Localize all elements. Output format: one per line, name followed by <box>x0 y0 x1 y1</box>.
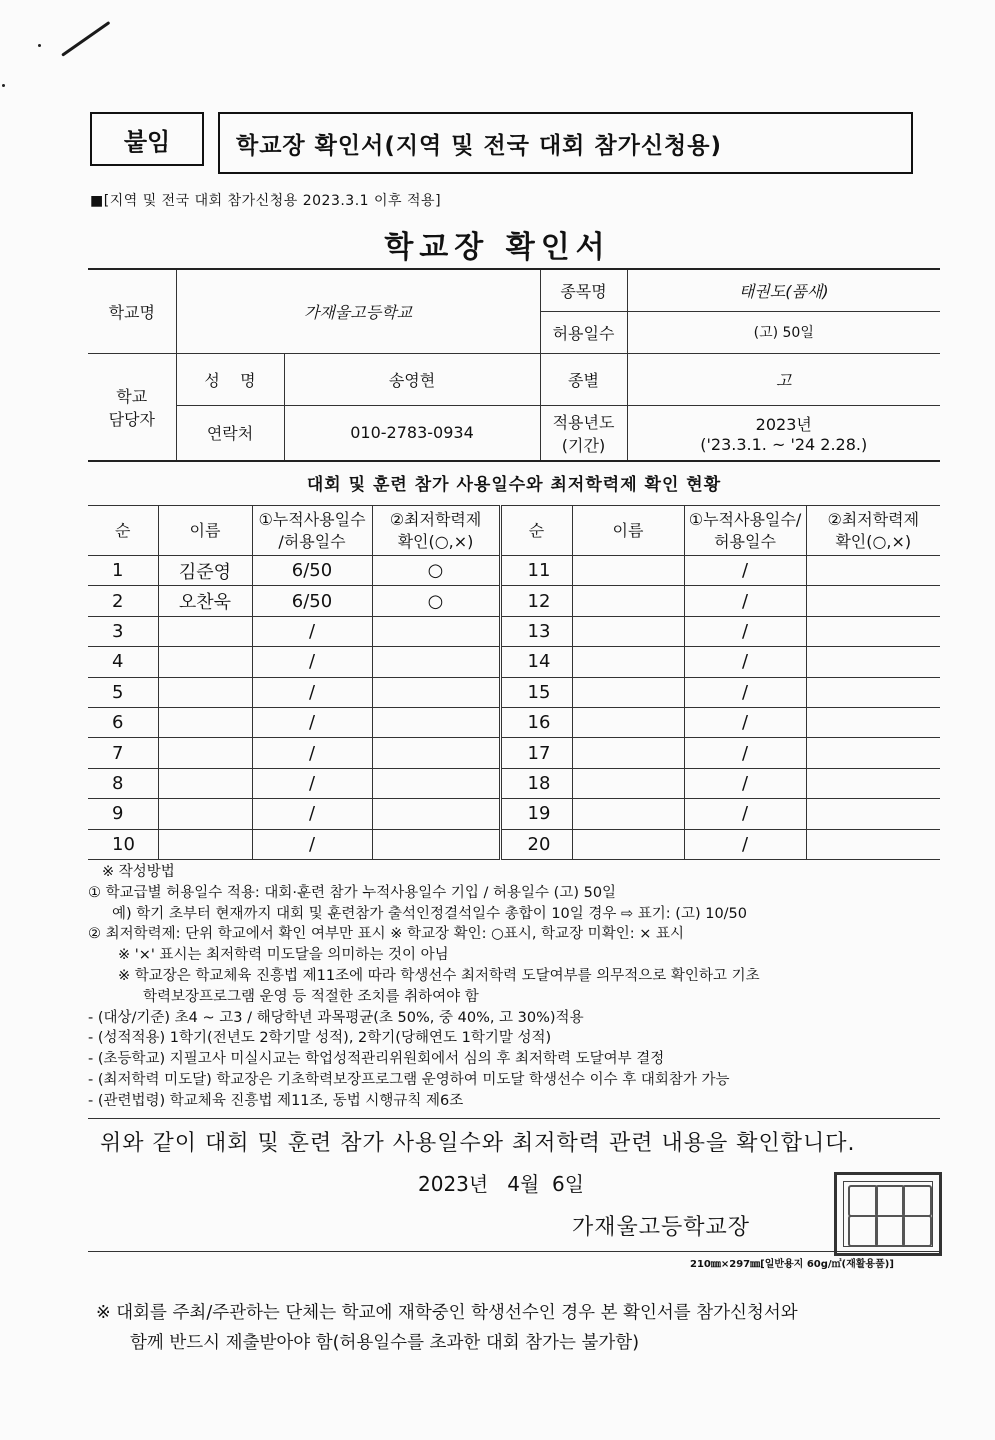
cell-days: / <box>252 677 372 707</box>
footer-line-2: 함께 반드시 제출받아야 함(허용일수를 초과한 대회 참가는 불가함) <box>130 1333 640 1353</box>
guide-item-target: - (대상/기준) 초4 ~ 고3 / 해당학년 과목평균(초 50%, 중 40%, 고 30%)적용 <box>88 1009 584 1026</box>
col-days <box>252 506 372 556</box>
cell-days-r: / <box>684 799 806 829</box>
cell-no: 7 <box>88 738 158 768</box>
cell-days: / <box>252 799 372 829</box>
footer-line-1: ※ 대회를 주최/주관하는 단체는 학교에 재학중인 학생선수인 경우 본 확인서를 참가신청서와 <box>96 1303 798 1323</box>
cell-no: 1 <box>88 556 158 586</box>
banner-title: 학교장 확인서(지역 및 전국 대회 참가신청용) <box>218 112 913 174</box>
school-name-value: 가재울고등학교 <box>176 269 540 353</box>
contact-label: 연락처 <box>176 405 284 461</box>
cell-no-r: 11 <box>500 556 572 586</box>
cell-days: / <box>252 647 372 677</box>
cell-name <box>158 616 252 646</box>
manager-label <box>88 353 176 461</box>
divider <box>88 1251 940 1252</box>
cell-no: 5 <box>88 677 158 707</box>
cell-name-r <box>572 707 684 737</box>
cell-name: 김준영 <box>158 556 252 586</box>
cell-name-r <box>572 586 684 616</box>
principal-name: 가재울고등학교장 <box>572 1215 751 1240</box>
table-row <box>88 738 940 768</box>
cell-no: 9 <box>88 799 158 829</box>
cell-days-r: / <box>684 647 806 677</box>
school-info-table <box>88 268 940 462</box>
cell-days: / <box>252 738 372 768</box>
cell-check <box>372 647 500 677</box>
cell-name-r <box>572 768 684 798</box>
cell-name <box>158 768 252 798</box>
cell-check: ○ <box>372 556 500 586</box>
cell-days: 6/50 <box>252 586 372 616</box>
confirmation-statement: 위와 같이 대회 및 훈련 참가 사용일수와 최저학력 관련 내용을 확인합니다. <box>100 1131 856 1156</box>
participation-table <box>88 505 940 860</box>
cell-days: / <box>252 616 372 646</box>
col-no: 순 <box>88 506 158 556</box>
cell-name <box>158 829 252 859</box>
col-days-right-line1: ①누적사용일수/ <box>688 509 802 529</box>
period-value <box>627 405 940 461</box>
col-check-right-line2: 확인(○,×) <box>835 531 912 551</box>
period-year: 2023년 <box>755 414 812 434</box>
cell-name-r <box>572 799 684 829</box>
cell-no: 6 <box>88 707 158 737</box>
table-header-row <box>88 506 940 556</box>
division-label: 종별 <box>540 353 627 405</box>
col-no-right: 순 <box>500 506 572 556</box>
cell-days-r: / <box>684 829 806 859</box>
cell-no-r: 16 <box>500 707 572 737</box>
cell-days-r: / <box>684 677 806 707</box>
cell-no-r: 20 <box>500 829 572 859</box>
table-row <box>88 556 940 586</box>
pen-mark <box>61 21 110 57</box>
cell-check-r <box>806 616 940 646</box>
table-row <box>88 677 940 707</box>
cell-check <box>372 799 500 829</box>
col-check-right <box>806 506 940 556</box>
cell-days: / <box>252 829 372 859</box>
cell-no-r: 17 <box>500 738 572 768</box>
cell-name: 오찬욱 <box>158 586 252 616</box>
cell-no: 10 <box>88 829 158 859</box>
period-range: ('23.3.1. ~ '24 2.28.) <box>700 434 868 454</box>
cell-name-r <box>572 616 684 646</box>
col-check-right-line1: ②최저학력제 <box>827 509 920 529</box>
cell-check <box>372 829 500 859</box>
cell-days-r: / <box>684 556 806 586</box>
table-row <box>88 768 940 798</box>
cell-no-r: 13 <box>500 616 572 646</box>
guide-note-2-cont: 학력보장프로그램 운영 등 적절한 조치를 취하여야 함 <box>143 988 479 1005</box>
cell-no-r: 14 <box>500 647 572 677</box>
cell-check-r <box>806 677 940 707</box>
school-name-label: 학교명 <box>88 269 176 353</box>
status-table-title: 대회 및 훈련 참가 사용일수와 최저학력제 확인 현황 <box>306 475 722 495</box>
ink-dot <box>2 84 5 87</box>
col-check-line2: 확인(○,×) <box>397 531 474 551</box>
cell-check <box>372 616 500 646</box>
cell-days: 6/50 <box>252 556 372 586</box>
official-seal <box>834 1172 942 1256</box>
guide-heading: ※ 작성방법 <box>102 864 175 880</box>
col-days-right <box>684 506 806 556</box>
cell-name <box>158 799 252 829</box>
allowed-days-value: (고) 50일 <box>627 311 940 353</box>
cell-no: 3 <box>88 616 158 646</box>
table-row <box>88 829 940 859</box>
guide-item-below: - (최저학력 미도달) 학교장은 기초학력보장프로그램 운영하여 미도달 학생선수 이수 후 대회참가 가능 <box>88 1071 730 1088</box>
person-name-label: 성 명 <box>176 353 284 405</box>
table-row <box>88 707 940 737</box>
cell-check: ○ <box>372 586 500 616</box>
cell-days: / <box>252 768 372 798</box>
cell-check <box>372 677 500 707</box>
cell-days-r: / <box>684 616 806 646</box>
table-row <box>88 647 940 677</box>
division-value: 고 <box>627 353 940 405</box>
period-label-line1: 적용년도 <box>552 412 615 432</box>
writing-guide <box>88 862 948 1112</box>
col-days-line2: /허용일수 <box>278 531 346 551</box>
person-name-value: 송영현 <box>284 353 540 405</box>
event-label: 종목명 <box>540 269 627 311</box>
cell-name-r <box>572 738 684 768</box>
col-check-line1: ②최저학력제 <box>389 509 482 529</box>
cell-check <box>372 738 500 768</box>
manager-label-line2: 담당자 <box>108 409 155 429</box>
cell-check-r <box>806 738 940 768</box>
period-label-line2: (기간) <box>561 435 606 455</box>
issue-date: 2023년 4월 6일 <box>418 1172 585 1196</box>
cell-check-r <box>806 556 940 586</box>
col-days-right-line2: 허용일수 <box>714 531 776 551</box>
col-name-right: 이름 <box>572 506 684 556</box>
cell-name <box>158 738 252 768</box>
cell-name-r <box>572 556 684 586</box>
allowed-days-label: 허용일수 <box>540 311 627 353</box>
cell-days-r: / <box>684 768 806 798</box>
cell-no: 8 <box>88 768 158 798</box>
guide-line-2: ② 최저학력제: 단위 학교에서 확인 여부만 표시 ※ 학교장 확인: ○표시, 학교장 미확인: × 표시 <box>88 926 684 943</box>
guide-example: 예) 학기 초부터 현재까지 대회 및 훈련참가 출석인정결석일수 총합이 10일 경우 ⇨ 표기: (고) 10/50 <box>112 905 748 922</box>
cell-check-r <box>806 768 940 798</box>
cell-name-r <box>572 647 684 677</box>
cell-no-r: 19 <box>500 799 572 829</box>
cell-no: 4 <box>88 647 158 677</box>
document-title: 학교장 확인서 <box>384 230 611 265</box>
guide-item-grades: - (성적적용) 1학기(전년도 2학기말 성적), 2학기(당해연도 1학기말 성적) <box>88 1030 552 1047</box>
cell-check <box>372 768 500 798</box>
col-days-line1: ①누적사용일수 <box>258 509 366 529</box>
guide-note-1: ※ '×' 표시는 최저학력 미도달을 의미하는 것이 아님 <box>118 947 449 964</box>
cell-check-r <box>806 647 940 677</box>
cell-no: 2 <box>88 586 158 616</box>
cell-name-r <box>572 677 684 707</box>
col-check <box>372 506 500 556</box>
cell-no-r: 18 <box>500 768 572 798</box>
cell-check-r <box>806 799 940 829</box>
divider <box>88 1118 940 1119</box>
cell-days: / <box>252 707 372 737</box>
application-note: ■[지역 및 전국 대회 참가신청용 2023.3.1 이후 적용] <box>90 193 442 209</box>
period-label <box>540 405 627 461</box>
cell-name <box>158 707 252 737</box>
cell-check <box>372 707 500 737</box>
cell-days-r: / <box>684 586 806 616</box>
cell-days-r: / <box>684 707 806 737</box>
contact-value: 010-2783-0934 <box>284 405 540 461</box>
cell-check-r <box>806 829 940 859</box>
cell-no-r: 15 <box>500 677 572 707</box>
paper-size-note: 210㎜×297㎜[일반용지 60g/㎡(재활용품)] <box>690 1259 894 1270</box>
attachment-label: 붙임 <box>90 112 204 166</box>
cell-name <box>158 677 252 707</box>
cell-name-r <box>572 829 684 859</box>
ink-dot <box>38 44 41 47</box>
cell-no-r: 12 <box>500 586 572 616</box>
table-row <box>88 586 940 616</box>
col-name: 이름 <box>158 506 252 556</box>
cell-name <box>158 647 252 677</box>
table-row <box>88 799 940 829</box>
footer-note <box>96 1298 798 1358</box>
table-row <box>88 616 940 646</box>
event-value: 태권도(품새) <box>627 269 940 311</box>
guide-item-law: - (관련법령) 학교체육 진흥법 제11조, 동법 시행규칙 제6조 <box>88 1092 464 1109</box>
guide-line-1: ① 학교급별 허용일수 적용: 대회·훈련 참가 누적사용일수 기입 / 허용일수 (고) 50일 <box>88 884 617 901</box>
cell-days-r: / <box>684 738 806 768</box>
guide-note-2: ※ 학교장은 학교체육 진흥법 제11조에 따라 학생선수 최저학력 도달여부를 의무적으로 확인하고 기초 <box>118 967 760 984</box>
guide-item-elementary: - (초등학교) 지필고사 미실시교는 학업성적관리위원회에서 심의 후 최저학력 도달여부 결정 <box>88 1051 665 1068</box>
cell-check-r <box>806 707 940 737</box>
cell-check-r <box>806 586 940 616</box>
manager-label-line1: 학교 <box>116 386 148 406</box>
seal-inner <box>843 1181 933 1247</box>
